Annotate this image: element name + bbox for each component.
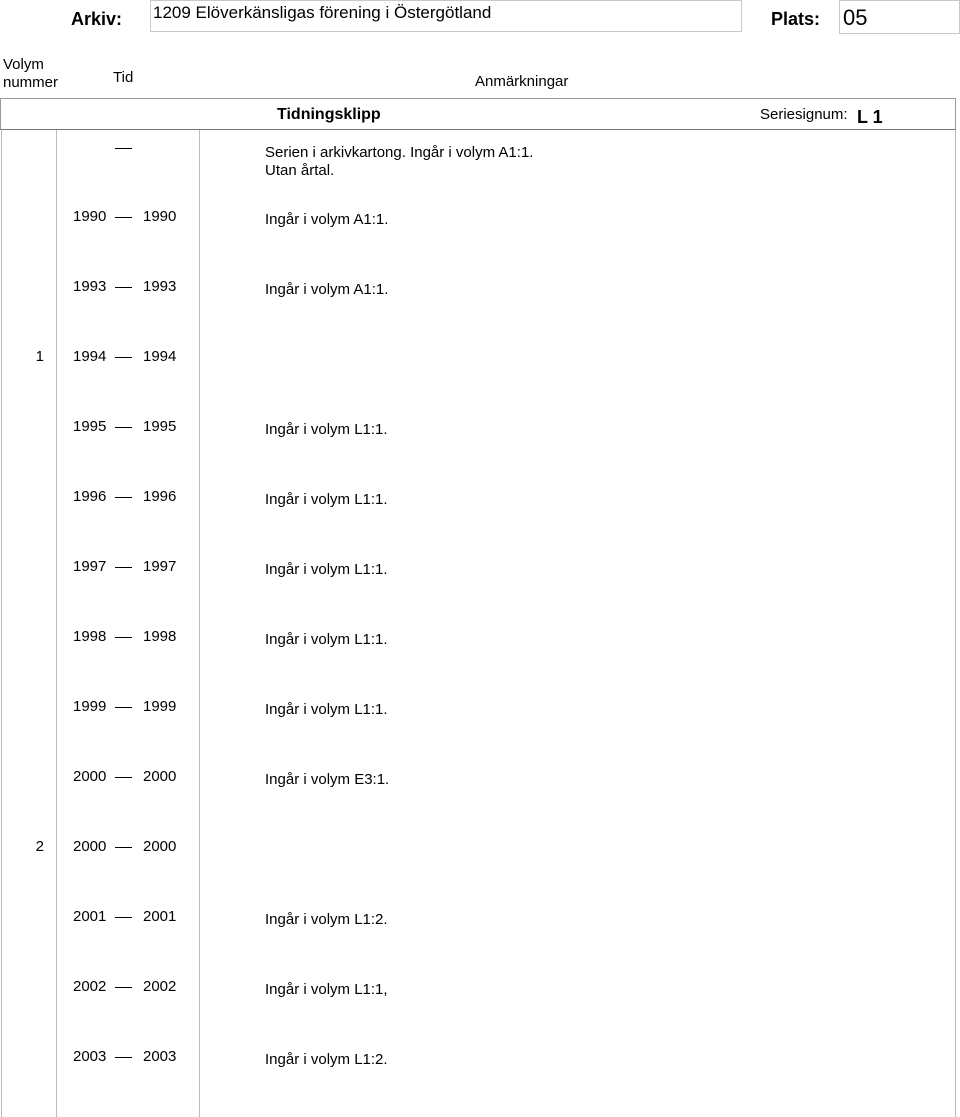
plats-value: 05 — [843, 5, 868, 30]
plats-label: Plats: — [771, 9, 821, 29]
table-row — [0, 558, 956, 578]
time-to: 2003 — [143, 1048, 177, 1065]
table-row — [0, 908, 956, 928]
remark: Ingår i volym L1:1, — [265, 981, 388, 998]
time-to: 1998 — [143, 628, 177, 645]
remark: Ingår i volym L1:2. — [265, 1051, 388, 1068]
time-to: 1999 — [143, 698, 177, 715]
remark: Ingår i volym E3:1. — [265, 771, 390, 788]
intro-dash — [115, 148, 132, 149]
remark: Ingår i volym L1:1. — [265, 491, 388, 508]
remark: Ingår i volym A1:1. — [265, 211, 389, 228]
table-row — [0, 278, 956, 298]
seriesignum-label: Seriesignum: — [760, 106, 848, 123]
remark: Ingår i volym A1:1. — [265, 281, 389, 298]
time-dash — [115, 567, 132, 568]
time-to: 1995 — [143, 418, 177, 435]
intro-row — [0, 141, 956, 179]
table-row — [0, 418, 956, 438]
time-dash — [115, 707, 132, 708]
time-from: 1999 — [73, 698, 107, 715]
time-to: 2002 — [143, 978, 177, 995]
time-dash — [115, 917, 132, 918]
time-dash — [115, 987, 132, 988]
time-dash — [115, 847, 132, 848]
column-header-volym — [3, 56, 58, 92]
time-from: 1998 — [73, 628, 107, 645]
time-dash — [115, 497, 132, 498]
time-from: 1993 — [73, 278, 107, 295]
intro-note-line2: Utan årtal. — [265, 162, 335, 179]
time-from: 2002 — [73, 978, 107, 995]
time-to: 2000 — [143, 838, 177, 855]
column-header-tid: Tid — [113, 69, 134, 86]
time-dash — [115, 287, 132, 288]
time-from: 2000 — [73, 768, 107, 785]
time-dash — [115, 637, 132, 638]
table-row — [0, 838, 956, 858]
time-to: 1997 — [143, 558, 177, 575]
remark: Ingår i volym L1:1. — [265, 701, 388, 718]
time-dash — [115, 357, 132, 358]
time-from: 2000 — [73, 838, 107, 855]
time-from: 1994 — [73, 348, 107, 365]
arkiv-value: 1209 Elöverkänsligas förening i Östergötland — [153, 3, 492, 22]
time-to: 1994 — [143, 348, 177, 365]
column-header-anmarkningar: Anmärkningar — [475, 73, 569, 90]
series-title: Tidningsklipp — [277, 106, 381, 123]
table-row — [0, 1048, 956, 1068]
time-to: 2000 — [143, 768, 177, 785]
table-row — [0, 978, 956, 998]
time-from: 2001 — [73, 908, 107, 925]
column-header-volym-line1: Volym — [3, 56, 44, 73]
volume-number: 2 — [35, 838, 44, 855]
intro-note — [265, 144, 533, 180]
time-dash — [115, 217, 132, 218]
volume-number: 1 — [35, 348, 44, 365]
arkiv-label: Arkiv: — [71, 9, 123, 29]
time-dash — [115, 777, 132, 778]
table-row — [0, 488, 956, 508]
seriesignum-value: L 1 — [857, 107, 883, 127]
time-from: 1995 — [73, 418, 107, 435]
table-row — [0, 208, 956, 228]
time-from: 1990 — [73, 208, 107, 225]
time-from: 1996 — [73, 488, 107, 505]
remark: Ingår i volym L1:1. — [265, 421, 388, 438]
remark: Ingår i volym L1:1. — [265, 631, 388, 648]
time-to: 2001 — [143, 908, 177, 925]
time-from: 1997 — [73, 558, 107, 575]
table-row — [0, 768, 956, 788]
intro-note-line1: Serien i arkivkartong. Ingår i volym A1:1. — [265, 144, 534, 161]
table-row — [0, 628, 956, 648]
time-dash — [115, 427, 132, 428]
time-to: 1996 — [143, 488, 177, 505]
time-from: 2003 — [73, 1048, 107, 1065]
column-header-volym-line2: nummer — [3, 74, 59, 91]
table-row — [0, 348, 956, 368]
table-row — [0, 698, 956, 718]
time-to: 1993 — [143, 278, 177, 295]
time-dash — [115, 1057, 132, 1058]
remark: Ingår i volym L1:2. — [265, 911, 388, 928]
time-to: 1990 — [143, 208, 177, 225]
remark: Ingår i volym L1:1. — [265, 561, 388, 578]
